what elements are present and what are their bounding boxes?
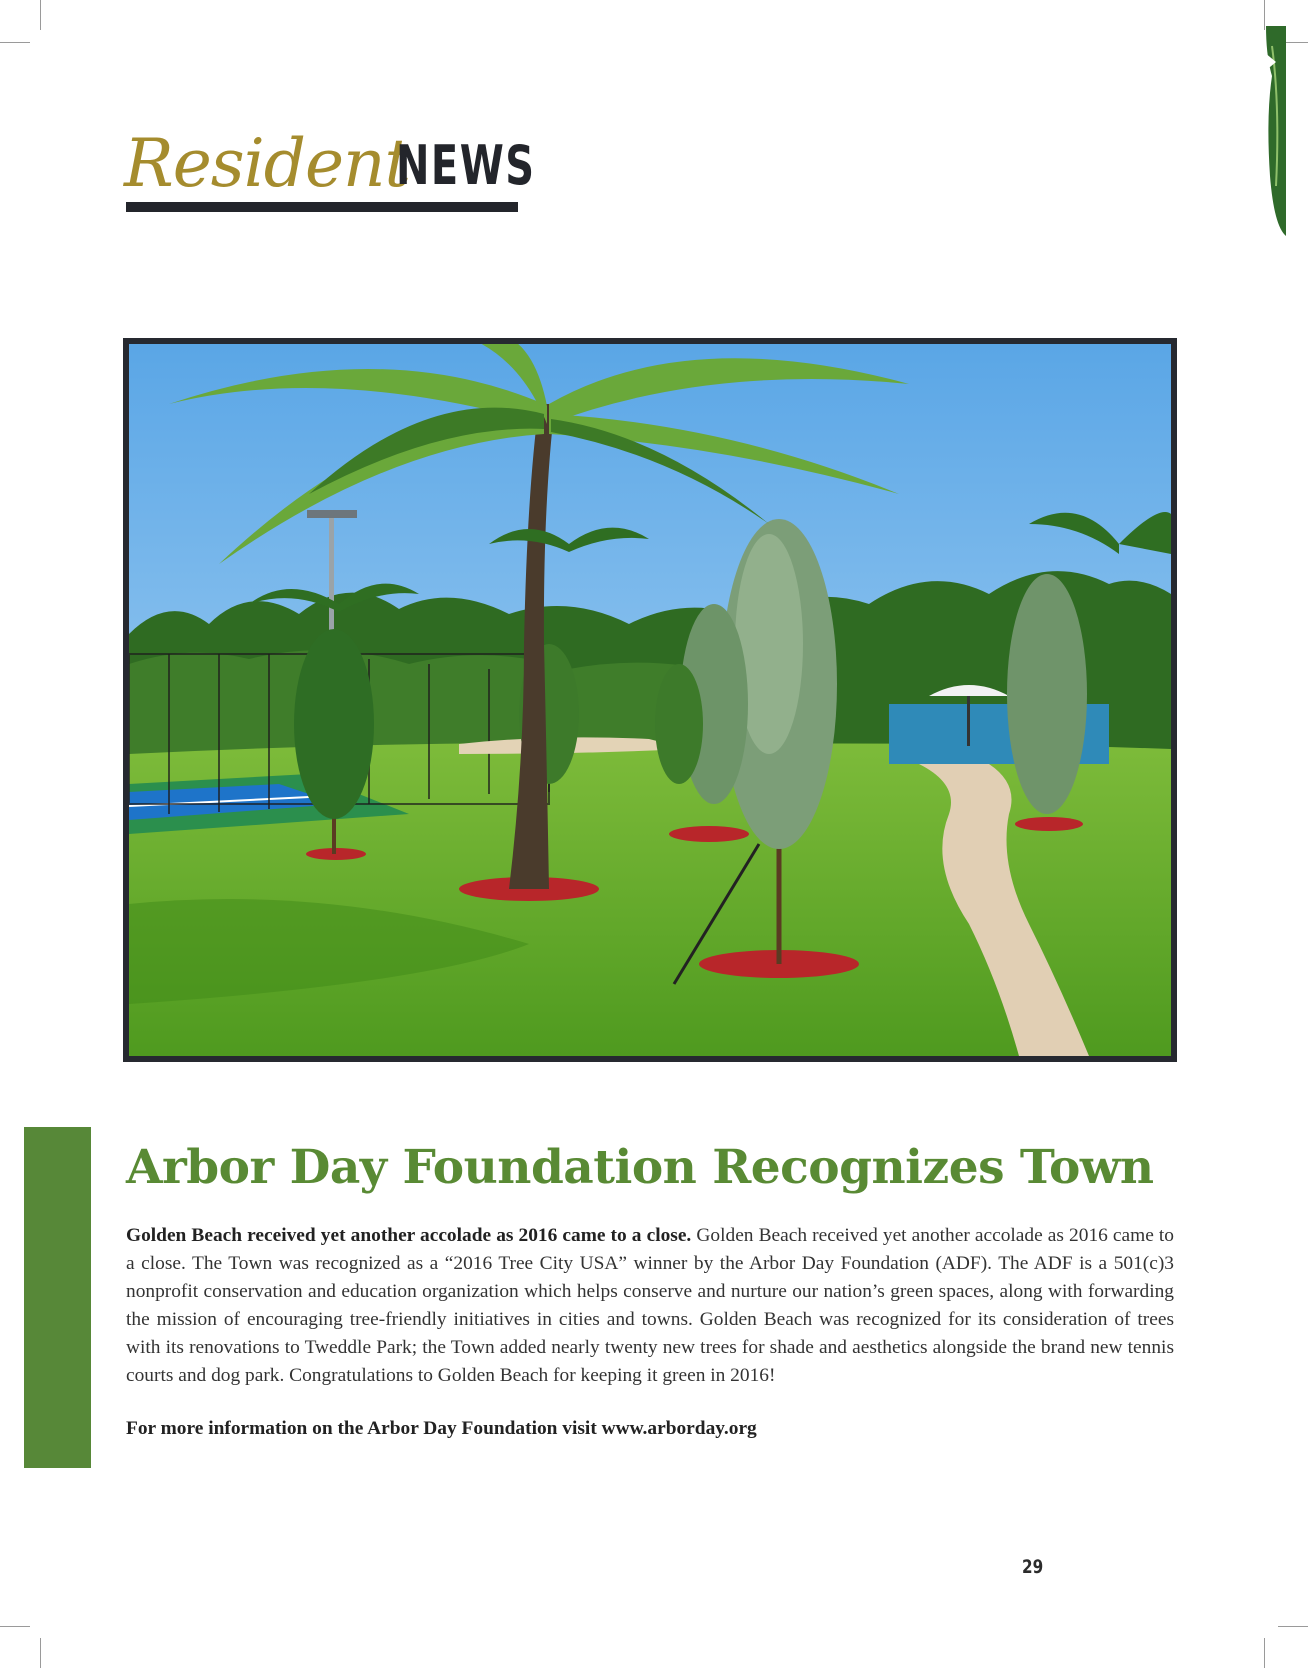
more-info-line: For more information on the Arbor Day Foundation visit www.arborday.org [126,1418,757,1439]
crop-mark [40,0,41,30]
page-number: 29 [1022,1556,1044,1578]
leaf-decoration [1264,26,1286,236]
article-photo [123,338,1177,1062]
crop-mark [0,1626,30,1627]
crop-mark [1278,1626,1308,1627]
crop-mark [40,1638,41,1668]
crop-mark [0,42,30,43]
park-with-palm-trees-illustration [129,344,1171,1056]
article-body [126,1222,1174,1390]
article-body-text: Golden Beach received yet another accolade as 2016 came to a close. The Town was recognized as a “2016 Tree City USA” winner by the Arbor Day Foundation (ADF). The ADF is a 501(c)3 nonprofit conservation and education organization which helps conserve and nurture our nation’s green spaces, along with forwarding the mission of encouraging tree-friendly initiatives in cities and towns. Golden Beach was recognized for its consideration of trees with its renovations to Tweddle Park; the Town added nearly twenty new trees for shade and aesthetics alongside the brand new tennis courts and dog park. Congratulations to Golden Beach for keeping it green in 2016! [126,1225,1175,1386]
article-headline: Arbor Day Foundation Recognizes Town [126,1140,1154,1195]
section-masthead [124,125,536,214]
masthead-script-title: Resident [124,125,411,202]
article-lead: Golden Beach received yet another accolade as 2016 came to a close. [126,1225,692,1246]
masthead-news-title: NEWS [396,134,536,197]
accent-bar [24,1127,91,1468]
crop-mark [1264,1638,1265,1668]
masthead-underline [126,202,518,212]
